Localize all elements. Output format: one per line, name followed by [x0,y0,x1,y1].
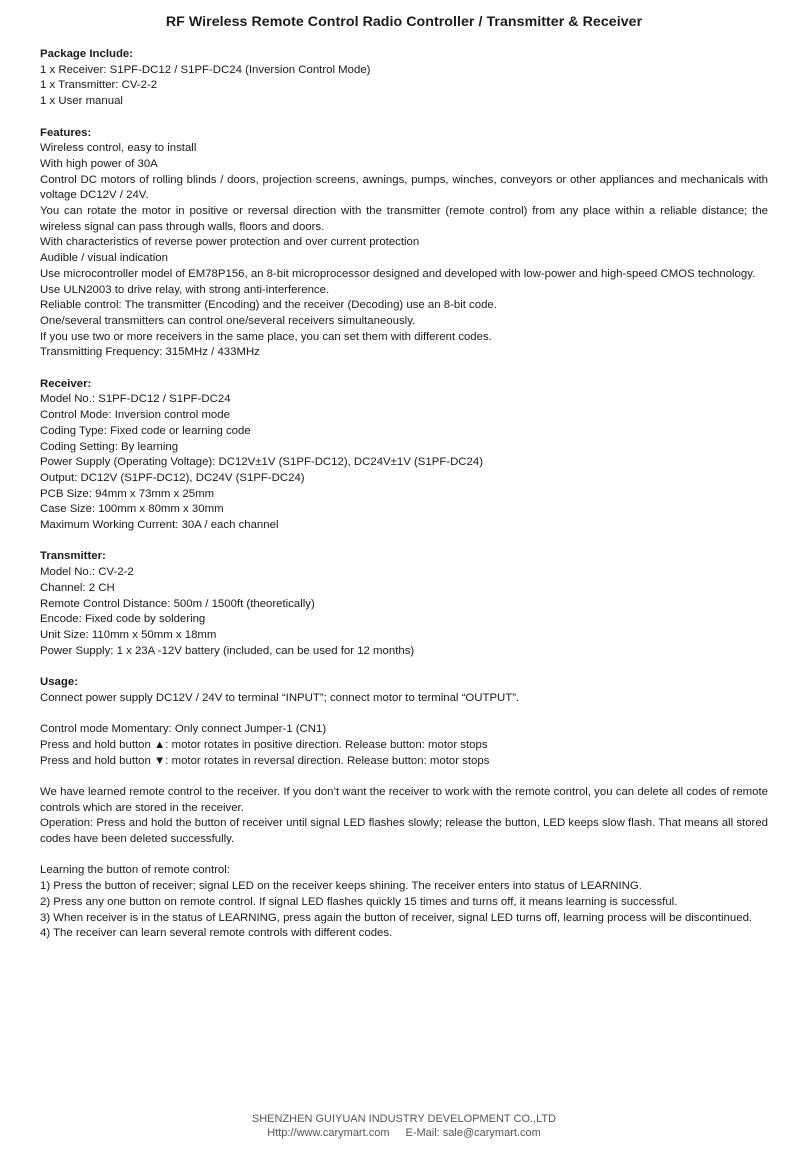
receiver-spec-line: Output: DC12V (S1PF-DC12), DC24V (S1PF-DC24) [40,471,305,484]
receiver-spec-line: Coding Setting: By learning [40,440,179,453]
learning-line: 1) Press the button of receiver; signal LED on the receiver keeps shining. The receiver enters into status of LEARNING. [40,880,642,893]
momentary-line: Press and hold button ▼: motor rotates in reversal direction. Release button: motor stops [40,754,490,767]
footer-company: SHENZHEN GUIYUAN INDUSTRY DEVELOPMENT CO.,LTD [251,1113,557,1125]
receiver-spec-line: Coding Type: Fixed code or learning code [40,424,251,437]
footer-email: E-Mail: sale@carymart.com [405,1127,541,1139]
document-body [40,47,768,958]
learning-block [40,863,768,942]
receiver-spec-line: Control Mode: Inversion control mode [40,409,230,422]
delete-codes-line: We have learned remote control to the receiver. If you don’t want the receiver to work with the remote control, you can delete all codes of remote controls which are stored in the receiver. [40,785,768,814]
learning-line: Learning the button of remote control: [40,864,230,877]
transmitter-spec-line: Model No.: CV-2-2 [40,566,134,579]
feature-line: If you use two or more receivers in the same place, you can set them with different codes. [40,330,492,343]
package-line: 1 x Receiver: S1PF-DC12 / S1PF-DC24 (Inversion Control Mode) [40,63,371,76]
feature-line: You can rotate the motor in positive or reversal direction with the transmitter (remote control) from any place within a reliable distance; the wireless signal can pass through walls, floors and doors. [40,205,768,233]
feature-line: Use microcontroller model of EM78P156, an 8-bit microprocessor designed and developed with low-power and high-speed CMOS technology. [40,267,756,280]
delete-codes-block [40,785,768,848]
feature-line: Wireless control, easy to install [40,142,197,155]
receiver-spec-line: Model No.: S1PF-DC12 / S1PF-DC24 [40,393,231,406]
feature-line: Audible / visual indication [40,252,168,265]
receiver-spec-line: Maximum Working Current: 30A / each channel [40,519,279,532]
receiver-spec-line: Power Supply (Operating Voltage): DC12V±1V (S1PF-DC12), DC24V±1V (S1PF-DC24) [40,456,483,469]
package-line: 1 x Transmitter: CV-2-2 [40,79,158,92]
transmitter-spec-line: Channel: 2 CH [40,581,115,594]
feature-line: Control DC motors of rolling blinds / doors, projection screens, awnings, pumps, winches, conveyors or other appliances and mechanicals with voltage DC12V / 24V. [40,173,768,202]
learning-line: 2) Press any one button on remote control. If signal LED flashes quickly 15 times and turns off, it means learning is successful. [40,895,678,908]
usage-heading: Usage: [40,676,78,689]
feature-line: Use ULN2003 to drive relay, with strong anti-interference. [40,283,330,296]
learning-line: 4) The receiver can learn several remote controls with different codes. [40,927,393,940]
momentary-line: Press and hold button ▲: motor rotates in positive direction. Release button: motor stops [40,738,488,751]
momentary-line: Control mode Momentary: Only connect Jumper-1 (CN1) [40,723,327,736]
delete-codes-line: Operation: Press and hold the button of receiver until signal LED flashes slowly; release the button, LED keeps slow flash. That means all stored codes have been deleted successfully. [40,817,768,846]
learning-line: 3) When receiver is in the status of LEARNING, press again the button of receiver, signal LED turns off, learning process will be discontinued. [40,911,753,924]
transmitter-spec-line: Remote Control Distance: 500m / 1500ft (theoretically) [40,597,315,610]
feature-line: With high power of 30A [40,157,158,170]
receiver-spec-line: Case Size: 100mm x 80mm x 30mm [40,503,224,516]
features-section [40,126,768,362]
footer-website: Http://www.carymart.com [267,1127,390,1139]
transmitter-section [40,549,768,659]
package-line: 1 x User manual [40,95,123,108]
package-section [40,47,768,110]
usage-connect-line: Connect power supply DC12V / 24V to terminal “INPUT”; connect motor to terminal “OUTPUT”. [40,691,520,704]
feature-line: Reliable control: The transmitter (Encoding) and the receiver (Decoding) use an 8-bit code. [40,299,497,312]
transmitter-spec-line: Power Supply: 1 x 23A -12V battery (included, can be used for 12 months) [40,644,415,657]
transmitter-spec-line: Unit Size: 110mm x 50mm x 18mm [40,628,217,641]
feature-line: One/several transmitters can control one/several receivers simultaneously. [40,314,416,327]
feature-line: Transmitting Frequency: 315MHz / 433MHz [40,346,260,359]
feature-line: With characteristics of reverse power protection and over current protection [40,236,420,249]
page-footer [0,1112,808,1140]
transmitter-heading: Transmitter: [40,550,106,563]
features-heading: Features: [40,126,92,139]
receiver-spec-line: PCB Size: 94mm x 73mm x 25mm [40,487,215,500]
momentary-mode-block [40,722,768,769]
receiver-section [40,377,768,534]
document-title: RF Wireless Remote Control Radio Controller / Transmitter & Receiver [165,14,643,30]
footer-contact [0,1126,808,1140]
receiver-heading: Receiver: [40,377,92,390]
usage-section [40,675,768,706]
package-heading: Package Include: [40,48,134,60]
transmitter-spec-line: Encode: Fixed code by soldering [40,613,206,626]
